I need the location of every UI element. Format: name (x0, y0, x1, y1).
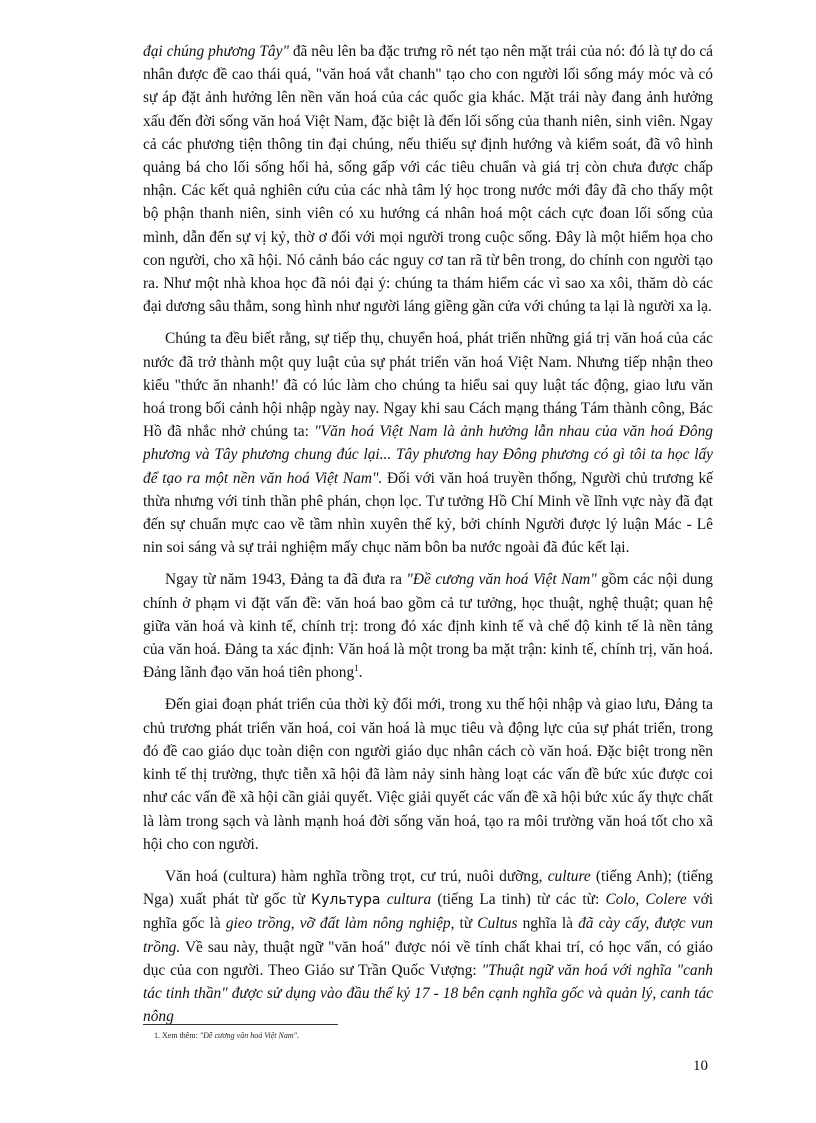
document-body (143, 40, 713, 1037)
paragraph-1-italic-lead: đại chúng phương Tây" (143, 43, 289, 60)
footnote-suffix: . (296, 1031, 299, 1040)
paragraph-5-text-i: với nghĩa gốc là (143, 891, 714, 933)
paragraph-3-text-a: Ngay từ năm 1943, Đảng ta đã đưa ra (165, 571, 407, 589)
paragraph-5-text-a: Văn hoá (cultura) hàm nghĩa trồng trọt, cư trú, nuôi dưỡng, (165, 867, 548, 885)
paragraph-3 (143, 568, 713, 684)
paragraph-2 (143, 327, 713, 559)
paragraph-4 (143, 693, 713, 855)
paragraph-3-text-c: gồm các nội dung chính ở phạm vi đặt vấn đề: văn hoá bao gồm cả tư tưởng, học thuật, nghệ thuật; quan hệ giữa văn hoá và kinh tế, chính trị: trong đó xác định kinh tế và chế độ kinh tế là nền tảng của văn hoá. Đảng ta xác định: Văn hoá là một trong ba mặt trận: kinh tế, chính trị, văn hoá. Đảng lãnh đạo văn hoá tiên phong (143, 571, 713, 682)
paragraph-5-text-k: từ (454, 915, 478, 933)
paragraph-2-text-a: Chúng ta đều biết rằng, sự tiếp thụ, chuyển hoá, phát triển những giá trị văn hoá của các nước đã trở thành một quy luật của sự phát triển văn hoá Việt Nam. Nhưng tiếp nhận theo kiểu "thức ăn nhanh!' đã có lúc làm cho chúng ta hiểu sai quy luật tác động, giao lưu văn hoá trong bối cảnh hội nhập ngày nay. Ngay khi sau Cách mạng tháng Tám thành công, Bác Hồ đã nhắc nhở chúng ta: (143, 330, 713, 441)
footnote (154, 1031, 299, 1040)
paragraph-5-quote: "Thuật ngữ văn hoá với nghĩa "canh tác tinh thần" được sử dụng vào đầu thế kỷ 17 - 18 bên cạnh nghĩa gốc và quản lý, canh tác nông (143, 961, 713, 1026)
paragraph-5-text-c: (tiếng Anh); (tiếng Nga) xuất phát từ gốc từ (143, 867, 713, 909)
paragraph-5-cultura: cultura (386, 891, 432, 909)
paragraph-1-text: đã nêu lên ba đặc trưng rõ nét tạo nên mặt trái của nó: đó là tự do cá nhân được đề cao thái quá, "văn hoá vắt chanh" tạo cho con người lối sống máy móc và có sự áp đặt ảnh hưởng lên nền văn hoá của các quốc gia khác. Mặt trái này đang ảnh hưởng xấu đến đời sống văn hoá Việt Nam, đặc biệt là đến lối sống của thanh niên, sinh viên. Ngay cả các phương tiện thông tin đại chúng, nếu thiếu sự định hướng và kiểm soát, đã vô hình quảng bá cho lối sống hối hả, sống gấp với các tiêu chuẩn và giá trị còn chưa được chấp nhận. Các kết quả nghiên cứu của các nhà tâm lý học trong nước mới đây đã cho thấy một bộ phận thanh niên, sinh viên có xu hướng cá nhân hoá một cách cực đoan lối sống của mình, dẫn đến sự vị kỷ, thờ ơ đối với mọi người trong cuộc sống. Đây là một hiểm họa cho con người, cho xã hội. Nó cảnh báo các nguy cơ tan rã từ bên trong, do chính con người tạo ra. Như một nhà khoa học đã nói đại ý: chúng ta thám hiểm các vì sao xa xôi, thăm dò các đại dương sâu thẳm, song hình như người láng giềng gần cửa với chúng ta lại là người xa lạ. (143, 43, 713, 316)
footnote-prefix: 1. Xem thêm: (154, 1031, 200, 1040)
footnote-marker: 1 (354, 663, 359, 674)
paragraph-3-text-d: . (358, 664, 363, 682)
paragraph-1 (143, 40, 713, 318)
paragraph-5-gieo-trong: gieo trồng, vỡ đất làm nông nghiệp, (225, 915, 455, 933)
page-number: 10 (693, 1058, 708, 1074)
paragraph-2-text-c: Đối với văn hoá truyền thống, Người chủ trương kế thừa nhưng với tinh thần phê phán, chọn lọc. Tư tưởng Hồ Chí Minh về lĩnh vực này đã đạt đến sự chuẩn mực cao về tầm nhìn xuyên thế kỷ, bởi chính Người được lý luận Mác - Lê nin soi sáng và sự trải nghiệm mấy chục năm bôn ba nước ngoài đã đúc kết lại. (143, 469, 713, 557)
footnote-title: "Đề cương văn hoá Việt Nam" (199, 1031, 297, 1040)
paragraph-3-title: "Đề cương văn hoá Việt Nam" (406, 571, 597, 589)
paragraph-2-quote: "Văn hoá Việt Nam là ảnh hưởng lẫn nhau của văn hoá Đông phương và Tây phương chung đúc lại... Tây phương hay Đông phương có gì tôi ta học lấy để tạo ra một nền văn hoá Việt Nam". (143, 423, 713, 487)
paragraph-5 (143, 865, 713, 1028)
paragraph-5-russian-word: Культура (311, 892, 381, 909)
paragraph-5-cultus: Cultus (477, 915, 518, 933)
paragraph-5-text-m: nghĩa là (517, 915, 579, 933)
paragraph-5-text-g: (tiếng La tinh) từ các từ: (431, 891, 606, 909)
footnote-separator (143, 1024, 338, 1025)
paragraph-5-text-o: Về sau này, thuật ngữ "văn hoá" được nói về tính chất khai trí, có học vấn, có giáo dục của con người. Theo Giáo sư Trần Quốc Vượng: (143, 938, 713, 979)
paragraph-5-colo-colere: Colo, Colere (605, 891, 687, 909)
paragraph-4-text: Đến giai đoạn phát triển của thời kỳ đổi mới, trong xu thế hội nhập và giao lưu, Đảng ta chủ trương phát triển văn hoá, coi văn hoá là mục tiêu và động lực của sự phát triển, trong đó đề cao giáo dục toàn diện con người giáo dục nhân cách cò văn hoá. Đặc biệt trong nền kinh tế thị trường, thực tiễn xã hội đã làm nảy sinh hàng loạt các vấn đề bức xúc được coi như các vấn đề xã hội cần giải quyết. Việc giải quyết các vấn đề xã hội bức xúc ấy thực chất là làm trong sạch và lành mạnh hoá đời sống văn hoá, tạo ra môi trường văn hoá tốt cho xã hội cho con người. (143, 696, 713, 853)
paragraph-5-culture: culture (547, 867, 591, 885)
paragraph-5-da-cay-cay: đã cày cấy, được vun trồng. (143, 915, 713, 956)
